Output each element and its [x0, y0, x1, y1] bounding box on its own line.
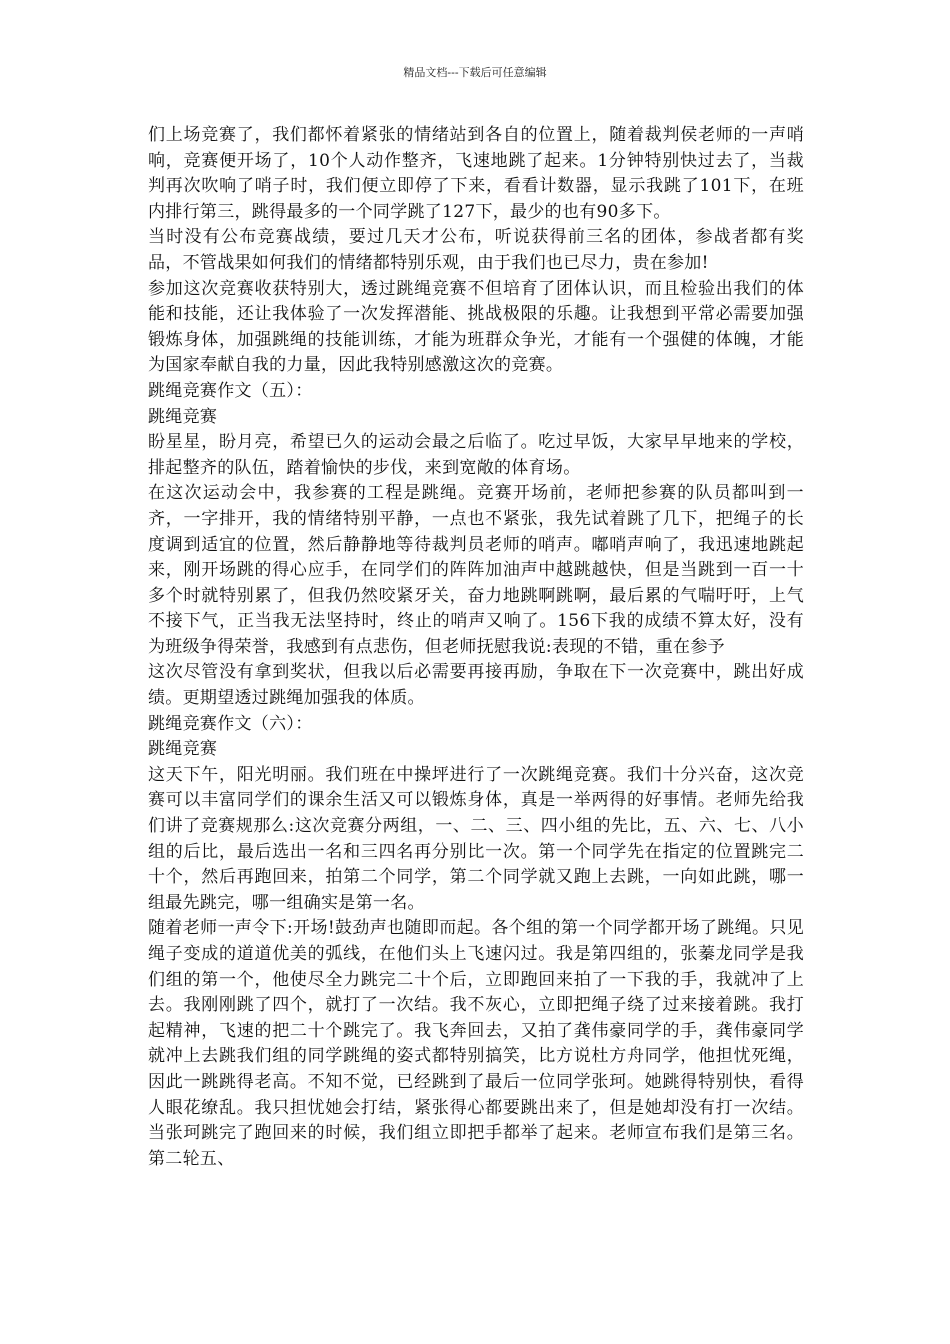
paragraph: 这次尽管没有拿到奖状，但我以后必需要再接再励，争取在下一次竞赛中，跳出好成绩。更期望透过跳绳加强我的体质。: [148, 662, 804, 709]
section-subtitle: 跳绳竞赛: [148, 739, 218, 760]
paragraph: 参加这次竞赛收获特别大，透过跳绳竞赛不但培育了团体认识，而且检验出我们的体能和技能，还让我体验了一次发挥潜能、挑战极限的乐趣。让我想到平常必需要加强锻炼身体，加强跳绳的技能训练，才能为班群众争光，才能有一个强健的体魄，才能为国家奉献自我的力量，因此我特别感激这次的竞赛。: [148, 278, 804, 376]
document-body: [148, 123, 804, 1172]
paragraph: 盼星星，盼月亮，希望已久的运动会最之后临了。吃过早饭，大家早早地来的学校，排起整齐的队伍，踏着愉快的步伐，来到宽敞的体育场。: [148, 432, 804, 478]
page-header: 精品文档---下载后可任意编辑: [403, 66, 547, 79]
paragraph: 当时没有公布竞赛战绩，要过几天才公布，听说获得前三名的团体，参战者都有奖品，不管战果如何我们的情绪都特别乐观，由于我们也已尽力，贵在参加!: [148, 227, 804, 273]
section-heading: 跳绳竞赛作文（六）：: [148, 713, 313, 734]
section-subtitle: 跳绳竞赛: [148, 406, 218, 427]
paragraph: 随着老师一声令下:开场!鼓劲声也随即而起。各个组的第一个同学都开场了跳绳。只见绳子变成的道道优美的弧线，在他们头上飞速闪过。我是第四组的，张蓁龙同学是我们组的第一个，他使尽全力跳完二十个后，立即跑回来拍了一下我的手，我就冲了上去。我刚刚跳了四个，就打了一次结。我不灰心，立即把绳子绕了过来接着跳。我打起精神，飞速的把二十个跳完了。我飞奔回去，又拍了龚伟豪同学的手，龚伟豪同学就冲上去跳我们组的同学跳绳的姿式都特别搞笑，比方说杜方舟同学，他担忧死绳，因此一跳跳得老高。不知不觉，已经跳到了最后一位同学张珂。她跳得特别快，看得人眼花缭乱。我只担忧她会打结，紧张得心都要跳出来了，但是她却没有打一次结。当张珂跳完了跑回来的时候，我们组立即把手都举了起来。老师宣布我们是第三名。第二轮五、: [148, 918, 804, 1169]
section-heading: 跳绳竞赛作文（五）：: [148, 380, 313, 401]
paragraph: 这天下午，阳光明丽。我们班在中操坪进行了一次跳绳竞赛。我们十分兴奋，这次竞赛可以丰富同学们的课余生活又可以锻炼身体，真是一举两得的好事情。老师先给我们讲了竞赛规那么:这次竞赛分两组，一、二、三、四小组的先比，五、六、七、八小组的后比，最后选出一名和三四名再分别比一次。第一个同学先在指定的位置跳完二十个，然后再跑回来，拍第二个同学，第二个同学就又跑上去跳，一向如此跳，哪一组最先跳完，哪一组确实是第一名。: [148, 764, 804, 913]
paragraph: 们上场竞赛了，我们都怀着紧张的情绪站到各自的位置上，随着裁判侯老师的一声哨响，竞赛便开场了，10个人动作整齐，飞速地跳了起来。1分钟特别快过去了，当裁判再次吹响了哨子时，我们便立即停了下来，看看计数器，显示我跳了101下，在班内排行第三，跳得最多的一个同学跳了127下，最少的也有90多下。: [148, 125, 804, 222]
paragraph: 在这次运动会中，我参赛的工程是跳绳。竞赛开场前，老师把参赛的队员都叫到一齐，一字排开，我的情绪特别平静，一点也不紧张，我先试着跳了几下，把绳子的长度调到适宜的位置，然后静静地等待裁判员老师的哨声。嘟哨声响了，我迅速地跳起来，刚开场跳的得心应手，在同学们的阵阵加油声中越跳越快，但是当跳到一百一十多个时就特别累了，但我仍然咬紧牙关，奋力地跳啊跳啊，最后累的气喘吁吁，上气不接下气，正当我无法坚持时，终止的哨声又响了。156下我的成绩不算太好，没有为班级争得荣誉，我感到有点悲伤，但老师抚慰我说:表现的不错，重在参予: [148, 483, 804, 657]
